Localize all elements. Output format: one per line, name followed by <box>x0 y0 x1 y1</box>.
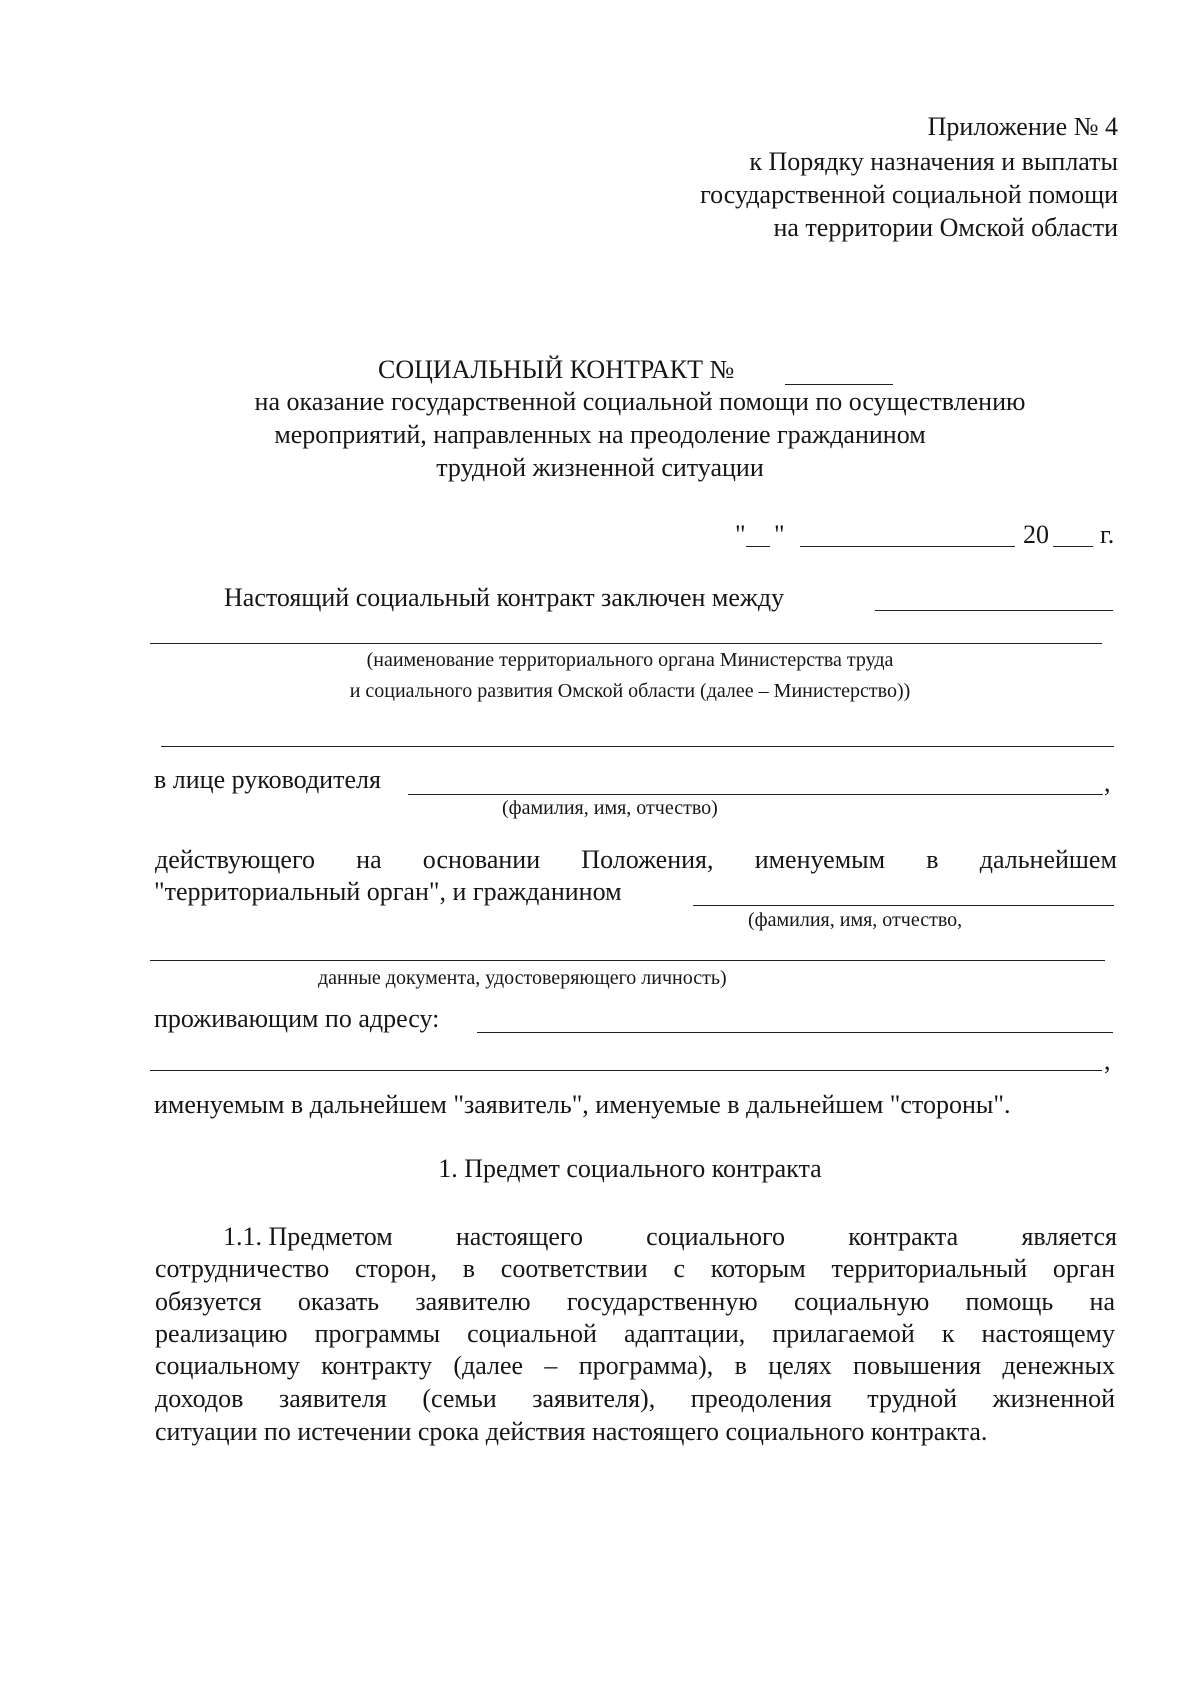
appendix-line: государственной социальной помощи <box>700 180 1118 209</box>
word: контракта <box>848 1222 959 1251</box>
quote-open: " <box>735 520 746 549</box>
quote-close: " <box>774 520 785 549</box>
word: основании <box>422 845 541 874</box>
id-document-field[interactable] <box>150 960 1105 961</box>
year-suffix: г. <box>1100 520 1115 549</box>
word: на <box>356 845 382 874</box>
ministry-hint: и социального развития Омской области (далее – Министерство)) <box>349 680 911 702</box>
citizen-name-field[interactable] <box>693 905 1114 906</box>
paragraph-first-line <box>223 1222 1117 1252</box>
year-field[interactable] <box>1053 546 1093 547</box>
ministry-field-cont[interactable] <box>150 643 1102 644</box>
day-field[interactable] <box>746 546 770 547</box>
appendix-line: на территории Омской области <box>773 213 1118 242</box>
comma: , <box>1104 1046 1111 1075</box>
paragraph-line: ситуации по истечении срока действия настоящего социального контракта. <box>155 1417 988 1446</box>
word: 1.1. Предметом <box>223 1222 393 1251</box>
section-heading: 1. Предмет социального контракта <box>438 1154 822 1183</box>
paragraph-line: доходов заявителя (семьи заявителя), преодоления трудной жизненной <box>155 1384 1115 1413</box>
appendix-number: Приложение № 4 <box>927 112 1118 141</box>
title-main: СОЦИАЛЬНЫЙ КОНТРАКТ № <box>378 355 735 384</box>
represented-by-text: в лице руководителя <box>154 765 381 794</box>
contract-number-field[interactable] <box>785 384 893 385</box>
paragraph-line: социальному контракту (далее – программа), в целях повышения денежных <box>155 1351 1115 1380</box>
word: является <box>1021 1222 1117 1251</box>
head-name-field[interactable] <box>408 794 1103 795</box>
appendix-line: к Порядку назначения и выплаты <box>749 147 1118 176</box>
word: именуемым <box>754 845 886 874</box>
word: социального <box>646 1222 786 1251</box>
residing-text: проживающим по адресу: <box>154 1004 440 1033</box>
territorial-organ-text: "территориальный орган", и гражданином <box>154 877 622 906</box>
word: настоящего <box>455 1222 583 1251</box>
citizen-hint: (фамилия, имя, отчество, <box>748 909 963 931</box>
fio-hint: (фамилия, имя, отчество) <box>502 797 718 819</box>
title-subtitle: на оказание государственной социальной помощи по осуществлению <box>254 387 1026 416</box>
address-field-cont[interactable] <box>150 1070 1102 1071</box>
word: действующего <box>155 845 315 874</box>
acting-line <box>155 845 1117 875</box>
paragraph-line: обязуется оказать заявителю государственную социальную помощь на <box>155 1287 1115 1316</box>
paragraph-line: сотрудничество сторон, в соответствии с которым территориальный орган <box>155 1254 1115 1283</box>
id-document-hint: данные документа, удостоверяющего личность) <box>318 967 727 989</box>
ministry-field[interactable] <box>875 610 1113 611</box>
year-prefix: 20 <box>1023 520 1049 549</box>
word: Положения, <box>581 845 714 874</box>
comma: , <box>1104 768 1111 797</box>
title-subtitle: трудной жизненной ситуации <box>436 453 764 482</box>
concluded-between-text: Настоящий социальный контракт заключен между <box>224 583 785 612</box>
paragraph-line: реализацию программы социальной адаптации, прилагаемой к настоящему <box>155 1319 1115 1348</box>
word: дальнейшем <box>979 845 1117 874</box>
month-field[interactable] <box>800 546 1015 547</box>
word: в <box>926 845 939 874</box>
address-field[interactable] <box>477 1032 1113 1033</box>
ministry-field-extra[interactable] <box>161 746 1114 747</box>
title-subtitle: мероприятий, направленных на преодоление гражданином <box>274 420 926 449</box>
ministry-hint: (наименование территориального органа Министерства труда <box>366 649 894 671</box>
parties-text: именуемым в дальнейшем "заявитель", именуемые в дальнейшем "стороны". <box>154 1090 1011 1119</box>
